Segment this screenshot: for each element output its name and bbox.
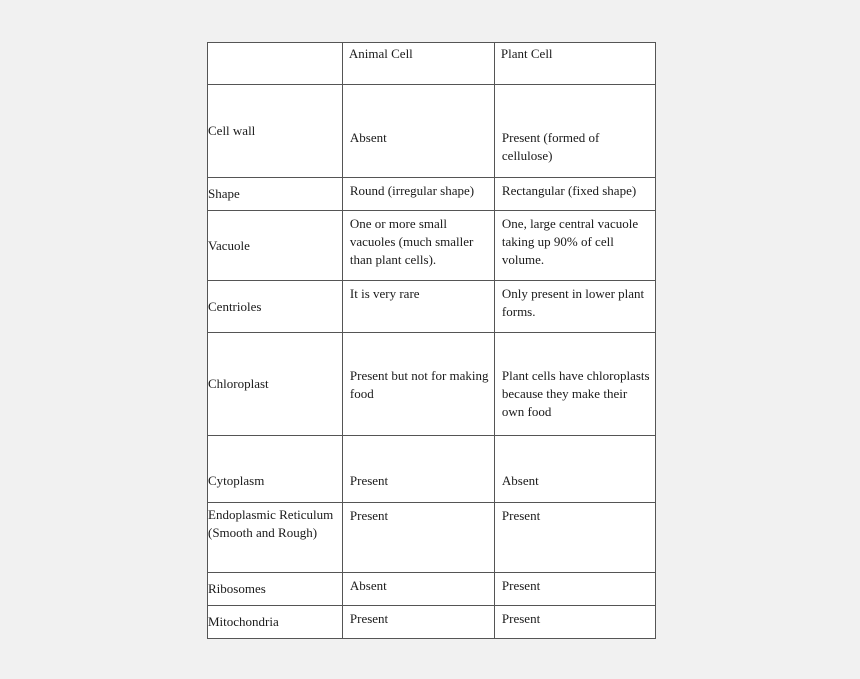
- plant-value: Present: [494, 573, 655, 606]
- animal-value: Round (irregular shape): [342, 178, 494, 211]
- animal-value: Present but not for making food: [342, 333, 494, 436]
- plant-value: Present (formed of cellulose): [494, 85, 655, 178]
- header-animal-cell: Animal Cell: [342, 43, 494, 85]
- table-row: [208, 281, 656, 333]
- table-row: [208, 178, 656, 211]
- table-row: [208, 573, 656, 606]
- table-row: [208, 85, 656, 178]
- table-header-row: [208, 43, 656, 85]
- animal-value: Present: [342, 436, 494, 503]
- animal-value: One or more small vacuoles (much smaller than plant cells).: [342, 211, 494, 281]
- plant-value: Present: [494, 606, 655, 639]
- header-plant-cell: Plant Cell: [494, 43, 655, 85]
- feature-cell: Cell wall: [208, 85, 343, 178]
- feature-cell: Vacuole: [208, 211, 343, 281]
- header-blank-cell: [208, 43, 343, 85]
- feature-cell: Shape: [208, 178, 343, 211]
- plant-value: Rectangular (fixed shape): [494, 178, 655, 211]
- table-row: [208, 606, 656, 639]
- table-row: [208, 211, 656, 281]
- plant-value: One, large central vacuole taking up 90% of cell volume.: [494, 211, 655, 281]
- animal-value: Present: [342, 503, 494, 573]
- plant-value: Absent: [494, 436, 655, 503]
- feature-cell: Ribosomes: [208, 573, 343, 606]
- feature-cell: Centrioles: [208, 281, 343, 333]
- cell-comparison-table: [207, 42, 656, 639]
- plant-value: Plant cells have chloroplasts because they make their own food: [494, 333, 655, 436]
- feature-cell: Chloroplast: [208, 333, 343, 436]
- animal-value: It is very rare: [342, 281, 494, 333]
- table-row: [208, 436, 656, 503]
- table-row: [208, 333, 656, 436]
- document-page: [207, 42, 655, 639]
- feature-cell: Mitochondria: [208, 606, 343, 639]
- feature-cell: Cytoplasm: [208, 436, 343, 503]
- animal-value: Absent: [342, 85, 494, 178]
- table-row: [208, 503, 656, 573]
- plant-value: Only present in lower plant forms.: [494, 281, 655, 333]
- animal-value: Absent: [342, 573, 494, 606]
- feature-cell: Endoplasmic Reticulum (Smooth and Rough): [208, 503, 343, 573]
- plant-value: Present: [494, 503, 655, 573]
- animal-value: Present: [342, 606, 494, 639]
